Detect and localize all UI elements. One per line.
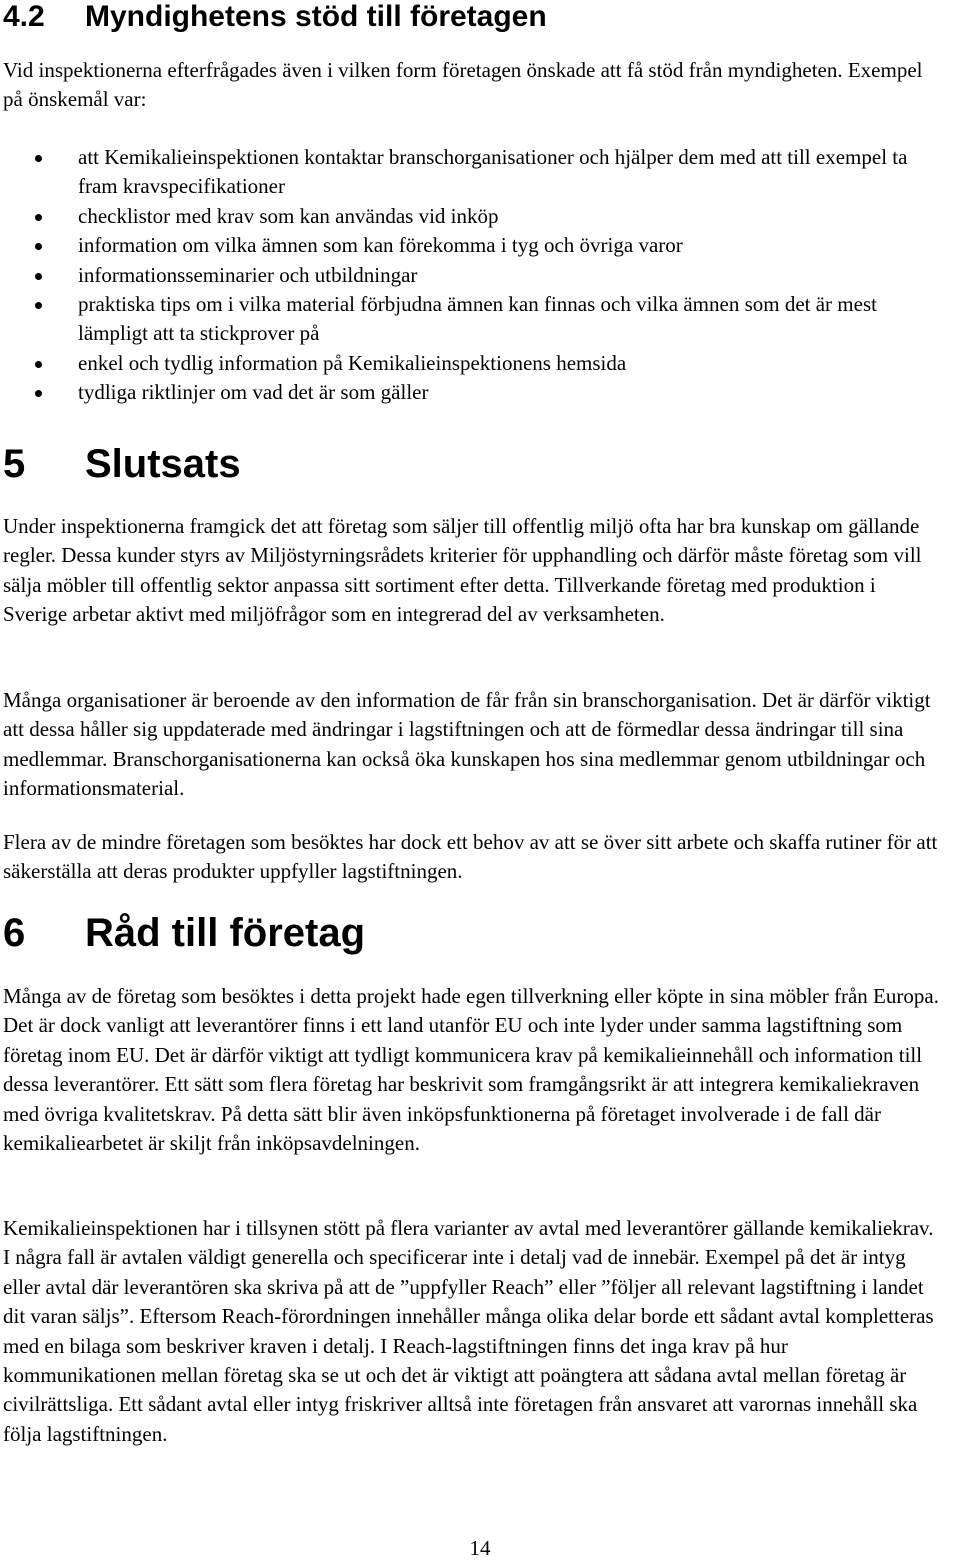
- list-item: [3, 378, 943, 407]
- paragraph: Många av de företag som besöktes i detta projekt hade egen tillverkning eller köpte in sina möbler från Europa. Det är dock vanligt att leverantörer finns i ett land utanför EU och inte lyder under samma lagstiftning som företag inom EU. Det är därför viktigt att tydligt kommunicera krav på kemikalieinnehåll och information till dessa leverantörer. Ett sätt som flera företag har beskrivit som framgångsrikt är att integrera kemikaliekraven med övriga kvalitetskrav. På detta sätt blir även inköpsfunktionerna på företaget involverade i de fall där kemikaliearbetet är skiljt från inköpsavdelningen.: [3, 984, 939, 1156]
- list-item-text: tydliga riktlinjer om vad det är som gäller: [78, 380, 429, 405]
- section-heading-4-2: [3, 0, 547, 34]
- wish-list: [3, 143, 943, 408]
- list-item: [3, 202, 943, 231]
- page-number: 14: [469, 1536, 491, 1560]
- section-heading-5: [3, 441, 241, 487]
- list-item-text: checklistor med krav som kan användas vid inköp: [78, 203, 499, 228]
- paragraph: Flera av de mindre företagen som besöktes har dock ett behov av att se över sitt arbete och skaffa rutiner för att säkerställa att deras produkter uppfyller lagstiftningen.: [3, 830, 938, 884]
- section-title: Råd till företag: [85, 911, 366, 955]
- list-item: [3, 349, 943, 378]
- list-item-text: att Kemikalieinspektionen kontaktar branschorganisationer och hjälper dem med att till exempel ta fram kravspecifikationer: [78, 145, 908, 199]
- list-item-text: informationsseminarier och utbildningar: [78, 262, 418, 287]
- paragraph: Många organisationer är beroende av den information de får från sin branschorganisation. Det är därför viktigt att dessa håller sig uppdaterade med ändringar i lagstiftningen och att de förmedlar dessa ändringar till sina medlemmar. Branschorganisationerna kan också öka kunskapen hos sina medlemmar genom utbildningar och informationsmaterial.: [3, 688, 931, 801]
- bullet-icon: [35, 243, 42, 250]
- bullet-icon: [35, 390, 42, 397]
- list-item-text: enkel och tydlig information på Kemikalieinspektionens hemsida: [78, 350, 627, 375]
- list-item: [3, 143, 943, 202]
- bullet-icon: [35, 302, 42, 309]
- section-heading-6: [3, 910, 365, 956]
- bullet-icon: [35, 155, 42, 162]
- list-item: [3, 231, 943, 260]
- list-item: [3, 290, 943, 349]
- list-item-text: praktiska tips om i vilka material förbjudna ämnen kan finnas och vilka ämnen som det är mest lämpligt att ta stickprover på: [78, 292, 877, 346]
- paragraph: Under inspektionerna framgick det att företag som säljer till offentlig miljö ofta har bra kunskap om gällande regler. Dessa kunder styrs av Miljöstyrningsrådets kriterier för upphandling och därför måste företag som vill sälja möbler till offentlig sektor anpassa sitt sortiment efter detta. Tillverkande företag med produktion i Sverige arbetar aktivt med miljöfrågor som en integrerad del av verksamheten.: [3, 514, 922, 627]
- bullet-icon: [35, 273, 42, 280]
- section-number: 4.2: [3, 0, 45, 33]
- section-title: Myndighetens stöd till företagen: [85, 0, 547, 33]
- bullet-icon: [35, 361, 42, 368]
- bullet-icon: [35, 214, 42, 221]
- paragraph: Kemikalieinspektionen har i tillsynen stött på flera varianter av avtal med leverantörer gällande kemikaliekrav. I några fall är avtalen väldigt generella och specificerar inte i detalj vad de innebär. Exempel på det är intyg eller avtal där leverantören ska skriva på att de ”uppfyller Reach” eller ”följer all relevant lagstiftning i landet dit varan säljs”. Eftersom Reach-förordningen innehåller många olika delar borde ett sådant avtal kompletteras med en bilaga som beskriver kraven i detalj. I Reach-lagstiftningen finns det inga krav på hur kommunikationen mellan företag ska se ut och det är viktigt att poängtera att sådana avtal mellan företag är civilrättsliga. Ett sådant avtal eller intyg friskriver alltså inte företagen från ansvaret att varornas innehåll ska följa lagstiftningen.: [3, 1216, 934, 1446]
- list-item: [3, 261, 943, 290]
- intro-paragraph: Vid inspektionerna efterfrågades även i vilken form företagen önskade att få stöd från myndigheten. Exempel på önskemål var:: [3, 58, 923, 112]
- section-number: 6: [3, 911, 26, 955]
- section-number: 5: [3, 442, 26, 486]
- section-title: Slutsats: [85, 442, 241, 486]
- list-item-text: information om vilka ämnen som kan förekomma i tyg och övriga varor: [78, 233, 683, 258]
